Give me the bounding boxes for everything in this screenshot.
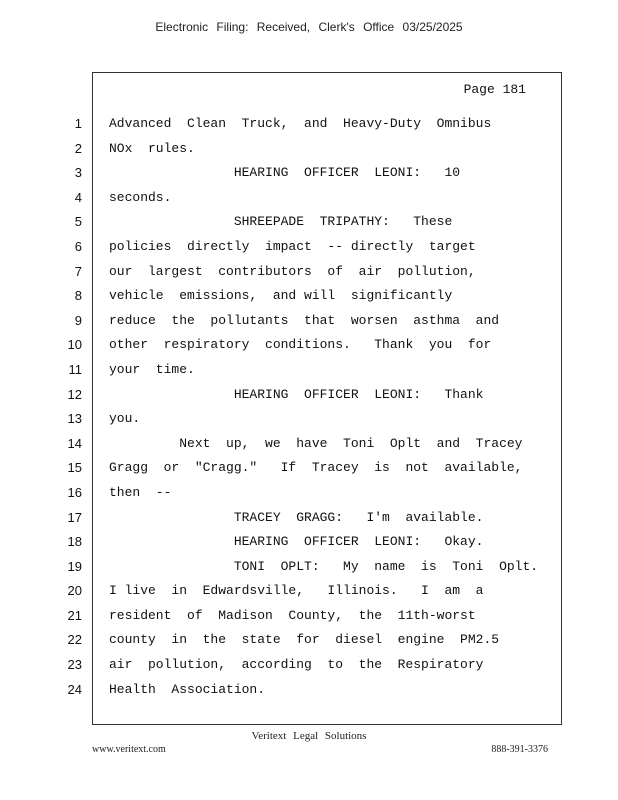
footer-website: www.veritext.com: [92, 744, 166, 755]
line-number: 22: [67, 632, 82, 648]
line-number: 1: [74, 116, 82, 131]
line-number: 6: [74, 238, 82, 254]
transcript-line: other respiratory conditions. Thank you for: [109, 337, 492, 353]
line-number: 24: [67, 681, 82, 697]
line-number: 10: [67, 337, 82, 353]
line-number: 5: [74, 214, 82, 230]
transcript-line: your time.: [109, 361, 195, 377]
line-number: 2: [74, 140, 82, 156]
footer-company: Veritext Legal Solutions: [251, 730, 367, 742]
line-number: 4: [74, 189, 82, 205]
transcript-line: HEARING OFFICER LEONI: Okay.: [109, 534, 484, 550]
transcript-line: TONI OPLT: My name is Toni Oplt.: [109, 558, 539, 574]
line-number: 20: [67, 583, 82, 599]
line-number: 13: [67, 411, 82, 427]
line-number: 18: [67, 534, 82, 550]
line-number: 16: [67, 484, 82, 500]
line-number: 14: [67, 435, 82, 451]
transcript-line: Gragg or "Cragg." If Tracey is not available,: [109, 460, 523, 476]
line-number: 3: [74, 165, 82, 181]
transcript-line: you.: [109, 411, 141, 427]
footer-phone: 888-391-3376: [491, 744, 548, 755]
transcript-line: Health Association.: [109, 681, 266, 697]
transcript-line: SHREEPADE TRIPATHY: These: [109, 214, 453, 230]
line-number: 15: [67, 460, 82, 476]
transcript-line: HEARING OFFICER LEONI: 10: [109, 165, 461, 181]
transcript-line: reduce the pollutants that worsen asthma and: [109, 312, 500, 328]
page-number: Page 181: [463, 82, 526, 97]
transcript-line: seconds.: [109, 189, 172, 205]
transcript-line: air pollution, according to the Respiratory: [109, 657, 484, 673]
transcript-line: HEARING OFFICER LEONI: Thank: [109, 386, 484, 402]
transcript-line: county in the state for diesel engine PM2.5: [109, 632, 500, 648]
transcript-line: Advanced Clean Truck, and Heavy-Duty Omnibus: [109, 116, 492, 131]
transcript-line: Next up, we have Toni Oplt and Tracey: [109, 435, 523, 451]
line-number: 8: [74, 288, 82, 304]
line-number: 9: [74, 312, 82, 328]
transcript-line: TRACEY GRAGG: I'm available.: [109, 509, 484, 525]
transcript-lines: [109, 112, 554, 702]
transcript-line: our largest contributors of air pollution,: [109, 263, 476, 279]
line-number: 21: [67, 607, 82, 623]
transcript-line: vehicle emissions, and will significantly: [109, 288, 453, 304]
transcript-line: NOx rules.: [109, 140, 195, 156]
transcript-line: policies directly impact -- directly target: [109, 238, 476, 254]
transcript-line: then --: [109, 484, 172, 500]
line-numbers: [58, 112, 82, 702]
line-number: 17: [67, 509, 82, 525]
line-number: 11: [68, 361, 82, 377]
transcript-line: resident of Madison County, the 11th-worst: [109, 607, 476, 623]
line-number: 12: [67, 386, 82, 402]
transcript-line: I live in Edwardsville, Illinois. I am a: [109, 583, 484, 599]
line-number: 19: [67, 558, 82, 574]
line-number: 7: [74, 263, 82, 279]
line-number: 23: [67, 657, 82, 673]
filing-header: Electronic Filing: Received, Clerk's Office 03/25/2025: [155, 20, 463, 34]
